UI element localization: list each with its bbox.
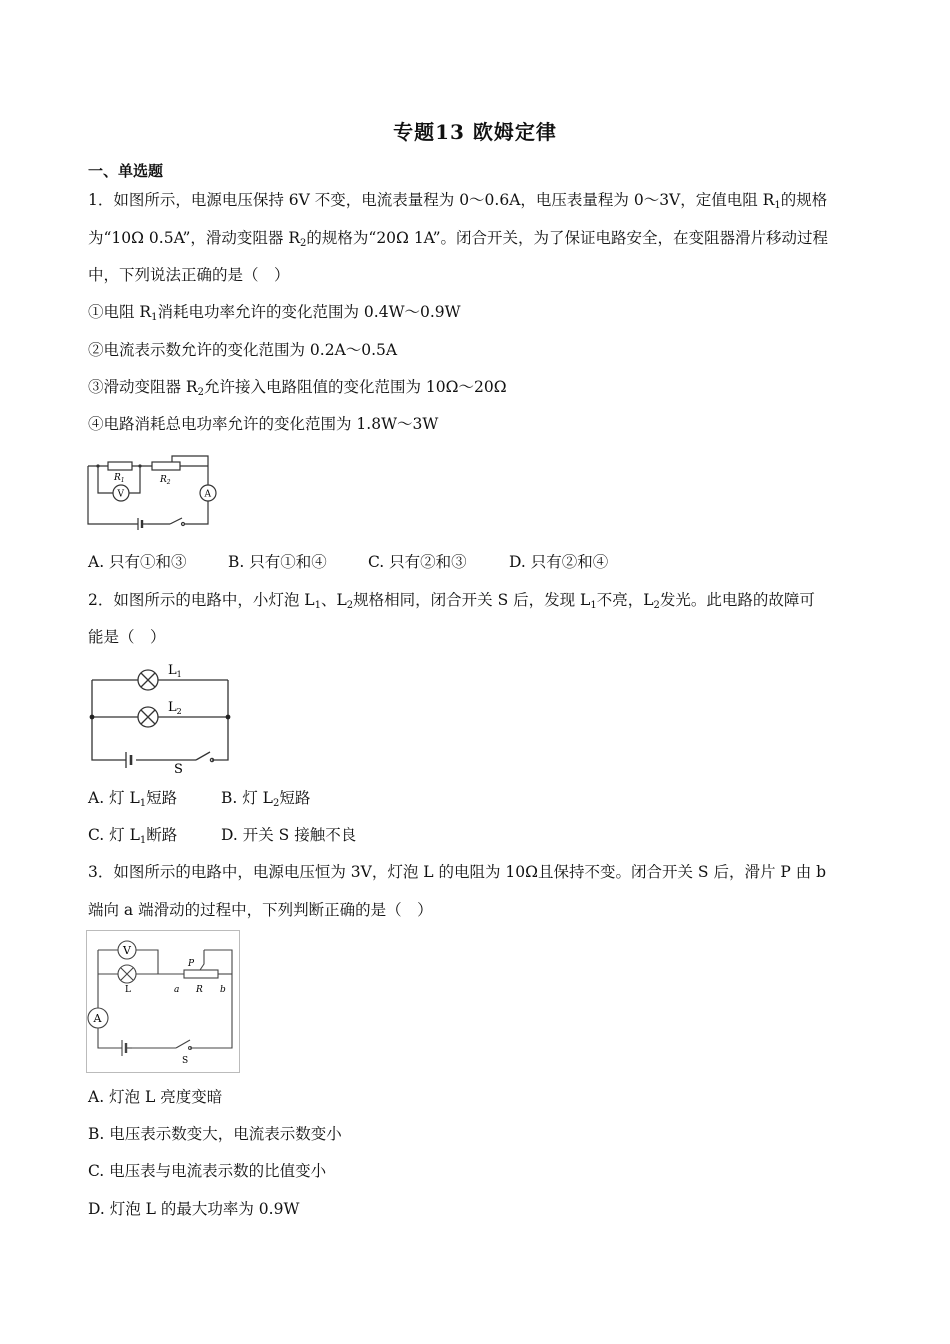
q3-fig-end-a-label: a: [174, 985, 180, 995]
q1-option-a[interactable]: A. 只有①和③: [88, 553, 187, 571]
q3-fig-rheostat-label: R: [196, 985, 203, 995]
q1-statement-4: ④电路消耗总电功率允许的变化范围为 1.8W～3W: [88, 415, 439, 433]
q2-option-c[interactable]: C. 灯 $L_1$断路: [88, 826, 178, 846]
q2-option-b[interactable]: B. 灯 $L_2$短路: [221, 789, 311, 809]
q3-fig-voltmeter-label: V: [123, 944, 131, 957]
q1-stem-line1: 1．如图所示，电源电压保持 6V 不变，电流表量程为 0～0.6A，电压表量程为 0～3V，定值电阻 $R_1$的规格: [88, 191, 828, 211]
q1-stem-line2: 为“10Ω 0.5A”，滑动变阻器 $R_2$的规格为“20Ω 1A”。闭合开关，为了保证电路安全，在变阻器滑片移动过程: [88, 229, 829, 249]
q3-stem-line1: 3．如图所示的电路中，电源电压恒为 3V，灯泡 L 的电阻为 10Ω且保持不变。闭合开关 S 后，滑片 P 由 b: [88, 863, 827, 881]
q1-fig-voltmeter-label: V: [117, 489, 124, 500]
q2-circuit-diagram: [88, 660, 233, 775]
q2-stem-line2: 能是（ ）: [88, 628, 166, 646]
q3-option-c[interactable]: C. 电压表与电流表示数的比值变小: [88, 1162, 327, 1180]
q3-fig-slider-p-label: P: [188, 959, 195, 969]
q2-stem-line1: 2．如图所示的电路中，小灯泡 $L_1$、$L_2$规格相同，闭合开关 S 后，发现 $L_1$不亮，$L_2$发光。此电路的故障可: [88, 591, 815, 611]
section-heading: 一、单选题: [88, 162, 164, 180]
q1-statement-2: ②电流表示数允许的变化范围为 0.2A～0.5A: [88, 341, 398, 359]
q3-fig-switch-label: S: [182, 1056, 189, 1066]
q2-fig-l2-label: $L_2$: [168, 700, 182, 716]
q2-option-d[interactable]: D. 开关 S 接触不良: [221, 826, 357, 844]
q3-fig-lamp-label: L: [125, 985, 131, 995]
q1-fig-r2-label: $R_2$: [160, 475, 171, 486]
page-title: 专题13 欧姆定律: [393, 120, 557, 144]
q3-fig-ammeter-label: A: [93, 1012, 102, 1025]
q2-fig-switch-label: S: [174, 762, 183, 775]
q2-option-a[interactable]: A. 灯 $L_1$短路: [88, 789, 178, 809]
q1-fig-r1-label: $R_1$: [114, 473, 125, 484]
q1-statement-1: ①电阻 $R_1$消耗电功率允许的变化范围为 0.4W～0.9W: [88, 303, 461, 323]
q1-statement-3: ③滑动变阻器 $R_2$允许接入电路阻值的变化范围为 10Ω～20Ω: [88, 378, 507, 398]
q2-fig-l1-label: $L_1$: [168, 663, 182, 679]
q1-fig-ammeter-label: A: [204, 489, 211, 500]
q1-option-b[interactable]: B. 只有①和④: [228, 553, 327, 571]
q3-stem-line2: 端向 a 端滑动的过程中，下列判断正确的是（ ）: [88, 901, 433, 919]
q3-option-a[interactable]: A. 灯泡 L 亮度变暗: [88, 1088, 223, 1106]
q3-circuit-diagram: [86, 930, 241, 1073]
q3-fig-end-b-label: b: [220, 985, 226, 995]
q1-option-d[interactable]: D. 只有②和④: [509, 553, 609, 571]
q3-option-b[interactable]: B. 电压表示数变大，电流表示数变小: [88, 1125, 342, 1143]
q3-option-d[interactable]: D. 灯泡 L 的最大功率为 0.9W: [88, 1200, 300, 1218]
q1-option-c[interactable]: C. 只有②和③: [368, 553, 467, 571]
q1-circuit-diagram: [86, 450, 218, 530]
q1-stem-line3: 中，下列说法正确的是（ ）: [88, 266, 290, 284]
